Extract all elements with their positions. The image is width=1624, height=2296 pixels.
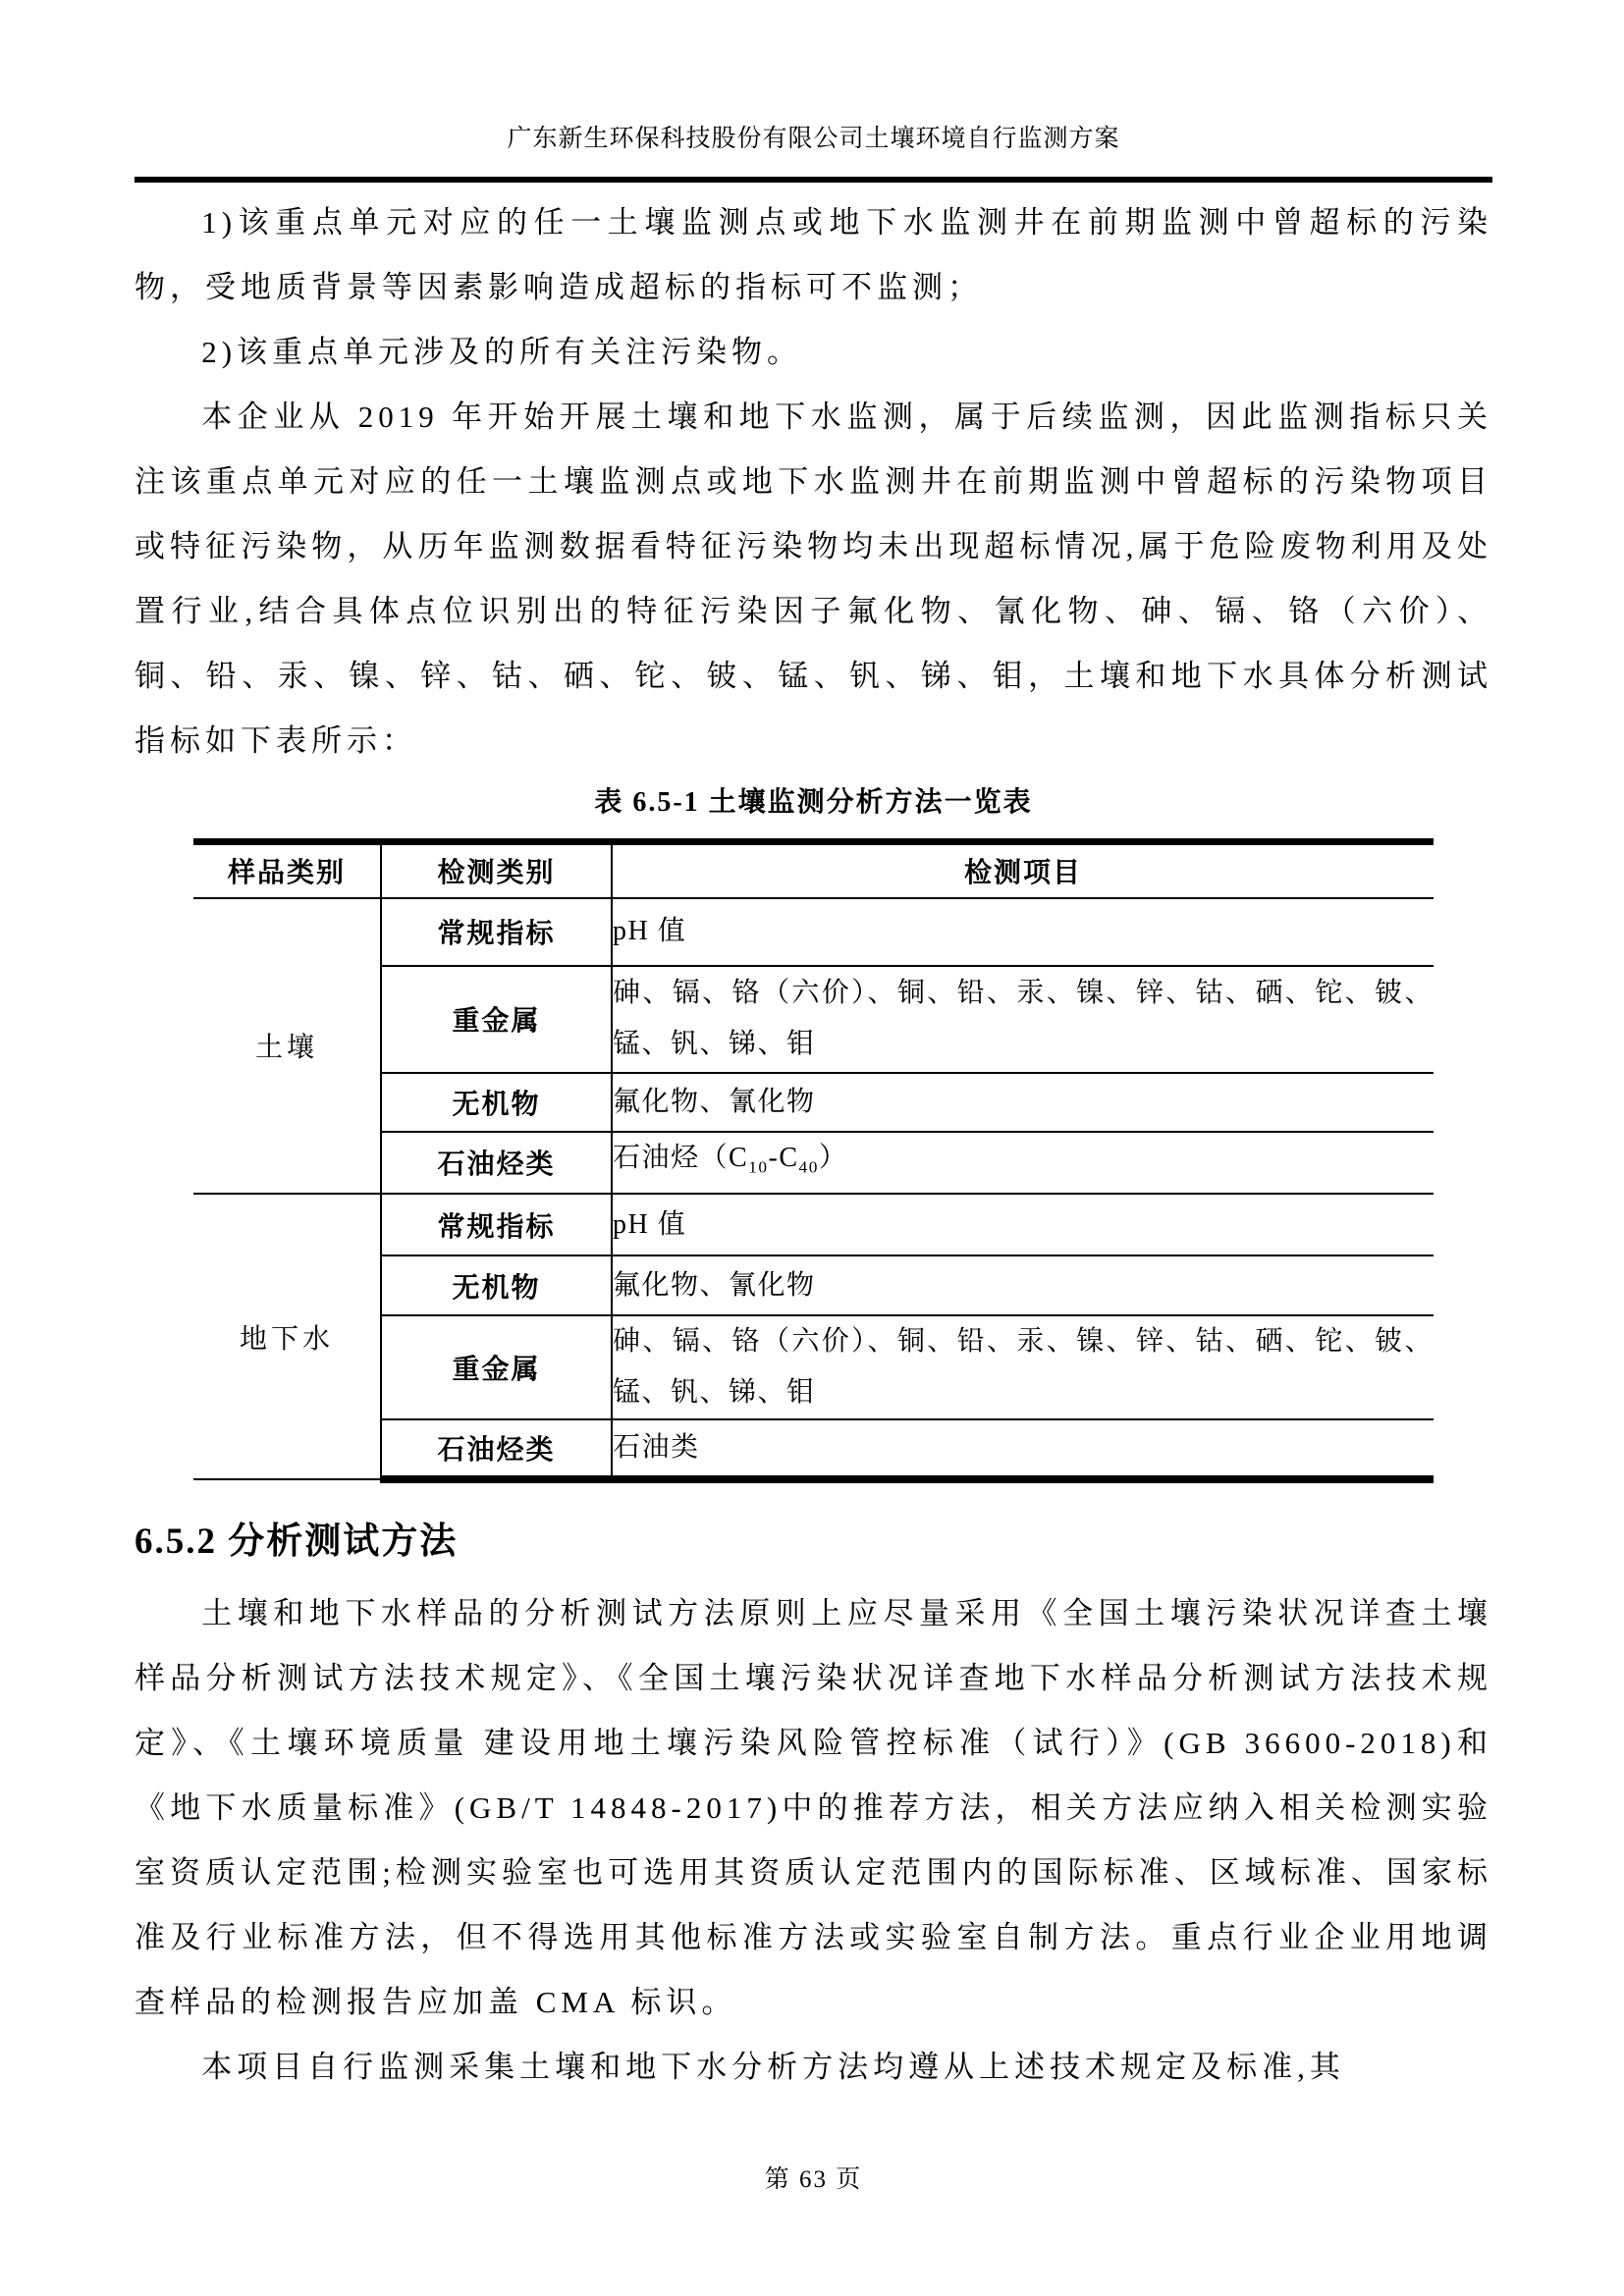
category-cell: 石油烃类 <box>381 1132 612 1195</box>
page-number: 第 63 页 <box>764 2166 863 2193</box>
petroleum-text: 石油烃（C <box>613 1142 749 1173</box>
items-cell: 氟化物、氰化物 <box>612 1255 1434 1315</box>
paragraph-analysis-methods: 土壤和地下水样品的分析测试方法原则上应尽量采用《全国土壤污染状况详查土壤样品分析测试方法技术规定》、《全国土壤污染状况详查地下水样品分析测试方法技术规定》、《土壤环境质量 建设用地土壤污染风险管控标准（试行）》(GB 36600-2018)和 《地下水质量标准》(GB/T 14848-2017)中的推荐方法，相关方法应纳入相关检测实验室资质认定范围;检测实验室也可选用其资质认定范围内的国际标准、区域标准、国家标准及行业标准方法，但不得选用其他标准方法或实验室自制方法。重点行业企业用地调查样品的检测报告应加盖 CMA 标识。 <box>135 1596 1492 2020</box>
items-cell: 砷、镉、铬（六价）、铜、铅、汞、镍、锌、钴、硒、铊、铍、锰、钒、锑、钼 <box>612 1315 1434 1419</box>
petroleum-subscript: 40 <box>798 1157 819 1177</box>
paragraph-condition-1: 1)该重点单元对应的任一土壤监测点或地下水监测井在前期监测中曾超标的污染物，受地质背景等因素影响造成超标的指标可不监测； <box>135 205 1492 304</box>
section-heading-6-5-2: 6.5.2 分析测试方法 <box>135 1522 459 1563</box>
table-row <box>193 1194 1434 1255</box>
intro-paragraphs <box>135 190 1492 774</box>
paragraph-enterprise-monitoring: 本企业从 2019 年开始开展土壤和地下水监测，属于后续监测，因此监测指标只关注该重点单元对应的任一土壤监测点或地下水监测井在前期监测中曾超标的污染物项目或特征污染物，从历年监测数据看特征污染物均未出现超标情况,属于危险废物利用及处置行业,结合具体点位识别出的特征污染因子氟化物、氰化物、砷、镉、铬（六价）、铜、铅、汞、镍、锌、钴、硒、铊、铍、锰、钒、锑、钼，土壤和地下水具体分析测试指标如下表所示： <box>135 400 1492 758</box>
table-header-sample-type: 样品类别 <box>193 842 381 898</box>
category-cell: 常规指标 <box>381 1194 612 1255</box>
items-cell-petroleum <box>612 1132 1434 1195</box>
table-row <box>193 898 1434 966</box>
items-cell: pH 值 <box>612 898 1434 966</box>
sample-cell-soil: 土壤 <box>193 898 381 1195</box>
category-cell: 石油烃类 <box>381 1419 612 1479</box>
paragraph-project-compliance: 本项目自行监测采集土壤和地下水分析方法均遵从上述技术规定及标准,其 <box>201 2050 1345 2085</box>
table-header-test-category: 检测类别 <box>381 842 612 898</box>
petroleum-text: ） <box>818 1142 848 1173</box>
sample-cell-groundwater: 地下水 <box>193 1194 381 1479</box>
items-cell: 氟化物、氰化物 <box>612 1073 1434 1132</box>
category-cell: 常规指标 <box>381 898 612 966</box>
category-cell: 重金属 <box>381 1315 612 1419</box>
paragraph-condition-2: 2)该重点单元涉及的所有关注污染物。 <box>201 335 803 369</box>
category-cell: 无机物 <box>381 1255 612 1315</box>
items-cell: 石油类 <box>612 1419 1434 1479</box>
table-header-row <box>193 842 1434 898</box>
items-cell: pH 值 <box>612 1194 1434 1255</box>
petroleum-subscript: 10 <box>748 1157 769 1177</box>
category-cell: 重金属 <box>381 966 612 1073</box>
category-cell: 无机物 <box>381 1073 612 1132</box>
analysis-methods-table <box>193 838 1434 1483</box>
table-header-test-items: 检测项目 <box>612 842 1434 898</box>
header-divider-rule <box>135 177 1492 183</box>
section-paragraphs <box>135 1581 1492 2100</box>
document-header-title: 广东新生环保科技股份有限公司土壤环境自行监测方案 <box>507 126 1120 152</box>
table-title: 表 6.5-1 土壤监测分析方法一览表 <box>594 787 1033 818</box>
petroleum-text: -C <box>768 1142 799 1173</box>
items-cell: 砷、镉、铬（六价）、铜、铅、汞、镍、锌、钴、硒、铊、铍、锰、钒、锑、钼 <box>612 966 1434 1073</box>
